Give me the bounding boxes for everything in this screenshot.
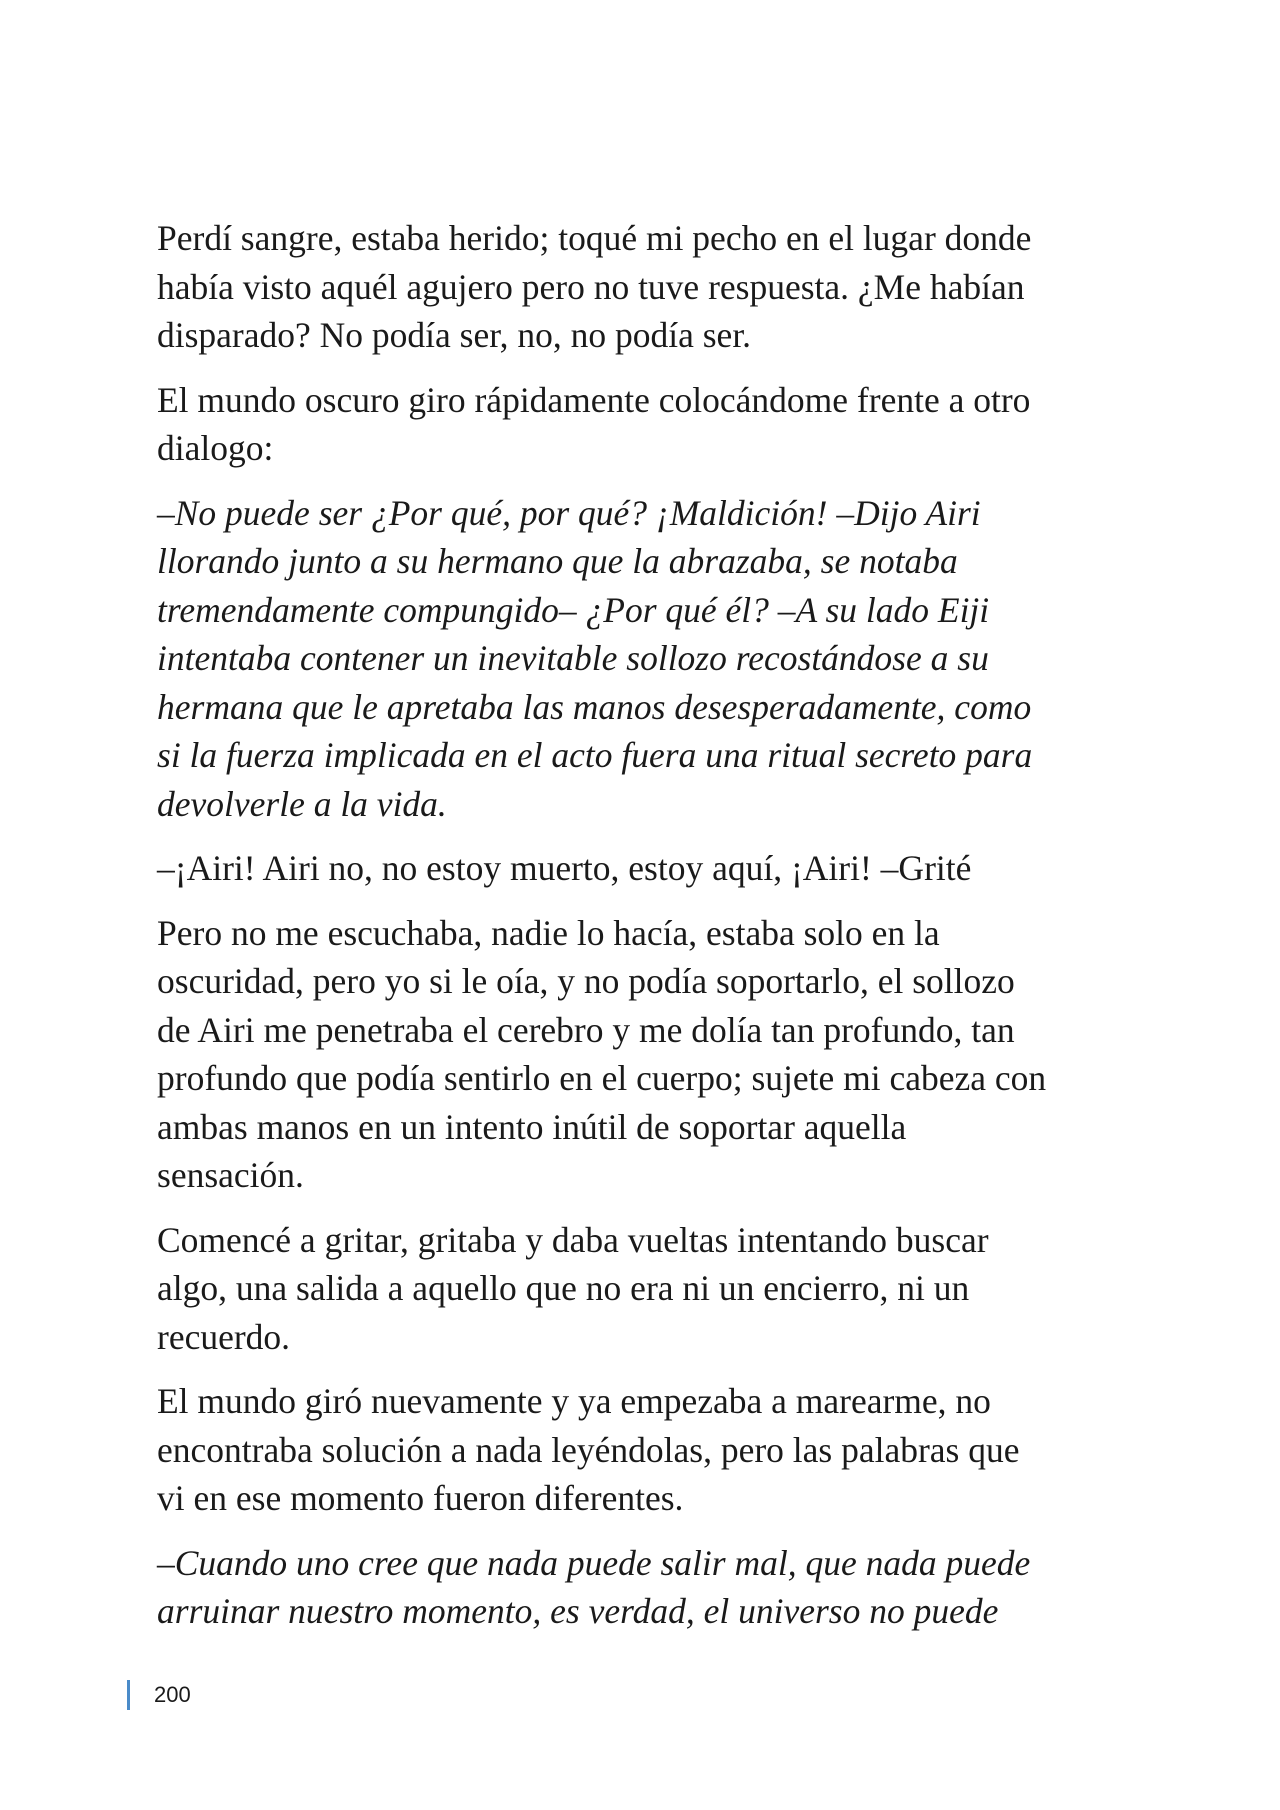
- paragraph: –¡Airi! Airi no, no estoy muerto, estoy aquí, ¡Airi! –Grité: [157, 848, 972, 888]
- italic-paragraph: –Cuando uno cree que nada puede salir mal, que nada puede arruinar nuestro momento, es verdad, el universo no puede: [157, 1542, 1031, 1631]
- paragraph: Pero no me escuchaba, nadie lo hacía, estaba solo en la oscuridad, pero yo si le oía, y no podía soportarlo, el sollozo de Airi me penetraba el cerebro y me dolía tan profundo, tan profundo que podía sentirlo en el cuerpo; sujete mi cabeza con ambas manos en un intento inútil de soportar aquella sensación.: [157, 912, 1047, 1195]
- footer-accent-bar: [127, 1680, 130, 1710]
- paragraph: Perdí sangre, estaba herido; toqué mi pecho en el lugar donde había visto aquél agujero pero no tuve respuesta. ¿Me habían disparado? No podía ser, no, no podía ser.: [157, 218, 1032, 355]
- page-number: 200: [154, 1682, 191, 1707]
- page-body: [157, 214, 1137, 1652]
- paragraph: El mundo giró nuevamente y ya empezaba a marearme, no encontraba solución a nada leyéndolas, pero las palabras que vi en ese momento fueron diferentes.: [157, 1381, 1020, 1518]
- paragraph: El mundo oscuro giro rápidamente colocándome frente a otro dialogo:: [157, 379, 1031, 468]
- italic-paragraph: –No puede ser ¿Por qué, por qué? ¡Maldición! –Dijo Airi llorando junto a su hermano que la abrazaba, se notaba tremendamente compungido– ¿Por qué él? –A su lado Eiji intentaba contener un inevitable sollozo recostándose a su hermana que le apretaba las manos desesperadamente, como si la fuerza implicada en el acto fuera una ritual secreto para devolverle a la vida.: [157, 492, 1033, 824]
- paragraph: Comencé a gritar, gritaba y daba vueltas intentando buscar algo, una salida a aquello que no era ni un encierro, ni un recuerdo.: [157, 1219, 989, 1357]
